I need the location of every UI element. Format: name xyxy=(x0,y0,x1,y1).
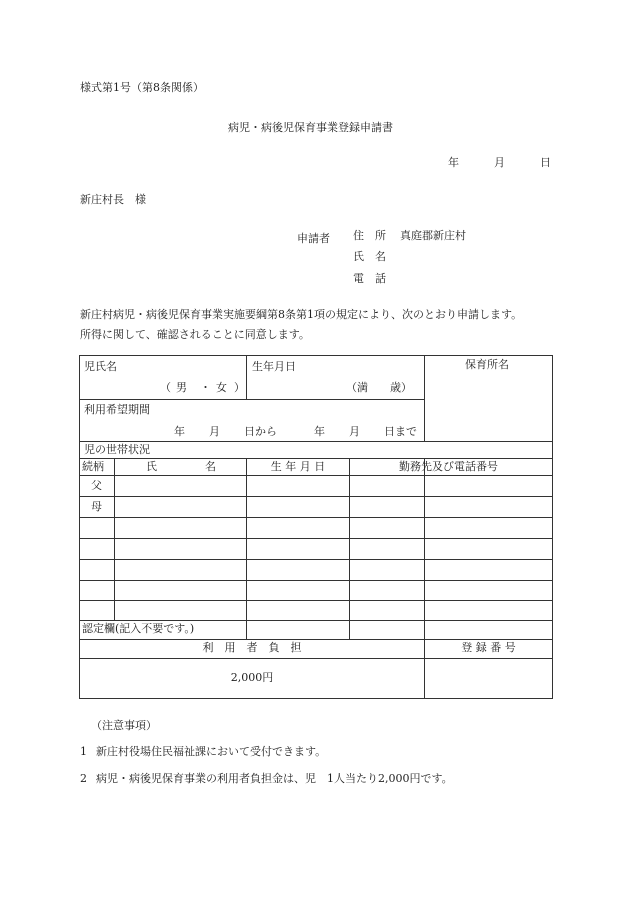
age-open: （満 xyxy=(346,381,368,394)
period-to: 日まで xyxy=(384,425,417,438)
addressee: 新庄村長 様 xyxy=(80,193,146,206)
note-2-text: 病児・病後児保育事業の利用者負担金は、児 1人当たり2,000円です。 xyxy=(96,772,453,785)
date-year-label: 年 xyxy=(448,156,459,169)
applicant-name-label: 氏 名 xyxy=(353,250,386,263)
statement-line-2: 所得に関して、確認されることに同意します。 xyxy=(80,328,310,341)
child-name-label: 児氏名 xyxy=(84,360,117,373)
header-workplace: 勤務先及び電話番号 xyxy=(399,460,498,473)
note-1-number: 1 xyxy=(80,745,87,758)
applicant-phone-label: 電 話 xyxy=(353,272,386,285)
period-year-2: 年 xyxy=(314,425,325,438)
nursery-label: 保育所名 xyxy=(465,358,509,371)
period-label: 利用希望期間 xyxy=(84,403,150,416)
period-year-1: 年 xyxy=(174,425,185,438)
gender-dot: ・ xyxy=(200,381,211,394)
applicant-address-label: 住 所 xyxy=(353,229,386,242)
gender-female: 女 xyxy=(216,381,227,394)
gender-male: 男 xyxy=(176,381,187,394)
header-name-given: 名 xyxy=(205,460,216,473)
birthdate-label: 生年月日 xyxy=(252,360,296,373)
household-label: 児の世帯状況 xyxy=(84,443,150,456)
date-day-label: 日 xyxy=(540,156,551,169)
gender-close: ） xyxy=(234,381,245,394)
relation-father: 父 xyxy=(91,479,102,492)
applicant-label: 申請者 xyxy=(297,232,330,245)
burden-label: 利 用 者 負 担 xyxy=(202,641,302,654)
applicant-address-value: 真庭郡新庄村 xyxy=(400,229,466,242)
relation-mother: 母 xyxy=(91,500,102,513)
header-birthdate: 生 年 月 日 xyxy=(270,460,326,473)
statement-line-1: 新庄村病児・病後児保育事業実施要綱第8条第1項の規定により、次のとおり申請します。 xyxy=(80,308,523,321)
date-month-label: 月 xyxy=(494,156,505,169)
header-relation: 続柄 xyxy=(82,460,104,473)
gender-open: （ xyxy=(160,381,171,394)
note-1-text: 新庄村役場住民福祉課において受付できます。 xyxy=(96,745,327,758)
form-number: 様式第1号（第8条関係） xyxy=(80,81,204,94)
header-name-family: 氏 xyxy=(146,460,157,473)
certification-label: 認定欄(記入不要です。) xyxy=(82,622,195,635)
period-month-2: 月 xyxy=(349,425,360,438)
notes-heading: （注意事項） xyxy=(91,719,157,732)
age-unit: 歳） xyxy=(390,381,412,394)
registration-label: 登 録 番 号 xyxy=(461,641,516,654)
period-month-1: 月 xyxy=(209,425,220,438)
document-title: 病児・病後児保育事業登録申請書 xyxy=(228,121,393,134)
period-from: 日から xyxy=(244,425,277,438)
note-2-number: 2 xyxy=(80,772,87,785)
burden-amount: 2,000円 xyxy=(230,671,274,684)
